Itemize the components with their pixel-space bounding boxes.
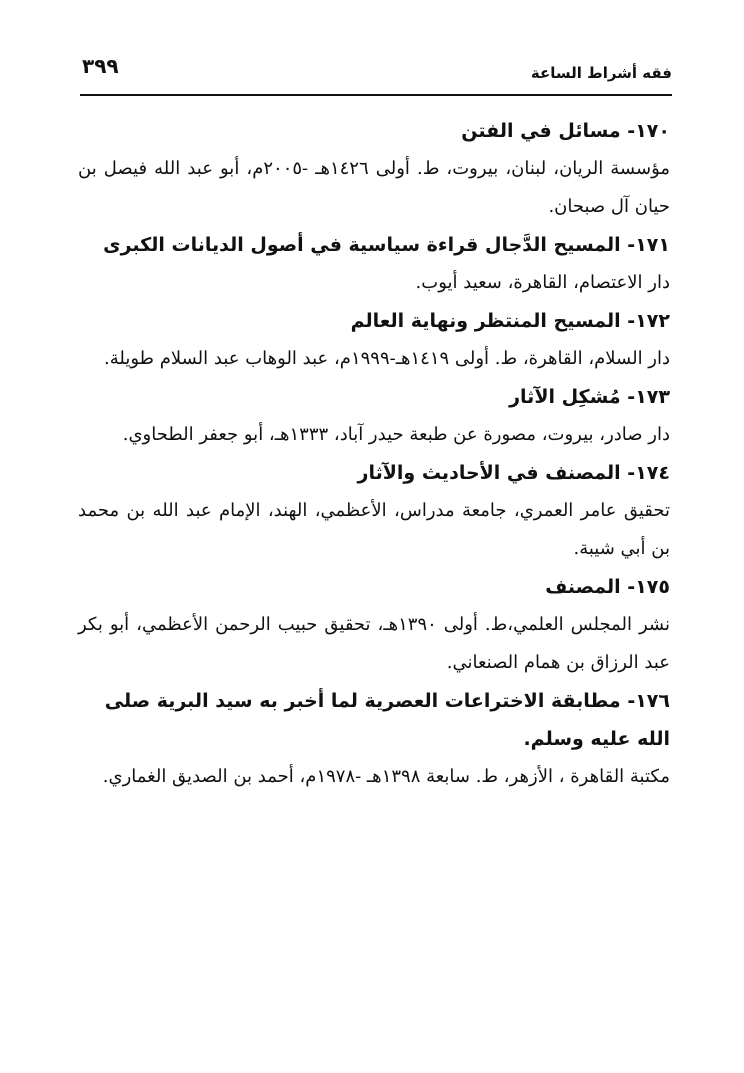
bibliography-entry-176 xyxy=(78,682,670,796)
bibliography-entry-175 xyxy=(78,568,670,682)
bibliography-entry-174 xyxy=(78,454,670,568)
bibliography-entry-172 xyxy=(78,302,670,378)
bibliography-entry-170 xyxy=(78,112,670,226)
entry-details: دار الاعتصام، القاهرة، سعيد أيوب. xyxy=(415,272,670,293)
entry-details: مكتبة القاهرة ، الأزهر، ط. سابعة ١٣٩٨هـ -١٩٧٨م، أحمد بن الصديق الغماري. xyxy=(102,766,670,787)
entry-details: نشر المجلس العلمي،ط. أولى ١٣٩٠هـ، تحقيق حبيب الرحمن الأعظمي، أبو بكر عبد الرزاق بن همام الصنعاني. xyxy=(78,614,670,673)
entry-title: ١٧٥- المصنف xyxy=(545,576,670,598)
entry-details: مؤسسة الريان، لبنان، بيروت، ط. أولى ١٤٢٦هـ -٢٠٠٥م، أبو عبد الله فيصل بن حيان آل صبحان. xyxy=(78,158,671,217)
entry-details: دار السلام، القاهرة، ط. أولى ١٤١٩هـ-١٩٩٩م، عبد الوهاب عبد السلام طويلة. xyxy=(104,348,670,369)
entry-title: ١٧٣- مُشكِل الآثار xyxy=(509,386,670,408)
entry-details: دار صادر، بيروت، مصورة عن طبعة حيدر آباد، ١٣٣٣هـ، أبو جعفر الطحاوي. xyxy=(122,424,670,445)
entry-title: ١٧٢- المسيح المنتظر ونهاية العالم xyxy=(350,310,670,332)
bibliography-entry-173 xyxy=(78,378,670,454)
page-header xyxy=(80,54,672,96)
entry-title: ١٧٠- مسائل في الفتن xyxy=(461,120,670,142)
entry-details: تحقيق عامر العمري، جامعة مدراس، الأعظمي، الهند، الإمام عبد الله بن محمد بن أبي شيبة. xyxy=(78,500,670,559)
entry-title: ١٧٤- المصنف في الأحاديث والآثار xyxy=(357,462,670,484)
bibliography-entry-171 xyxy=(78,226,670,302)
running-title: فقه أشراط الساعة xyxy=(530,64,672,82)
page-number: ٣٩٩ xyxy=(82,54,119,78)
entry-title: ١٧٦- مطابقة الاختراعات العصرية لما أخبر به سيد البرية صلى الله عليه وسلم. xyxy=(104,690,670,750)
bibliography-list xyxy=(78,112,670,796)
entry-title: ١٧١- المسيح الدَّجال قراءة سياسية في أصول الديانات الكبرى xyxy=(103,234,670,256)
